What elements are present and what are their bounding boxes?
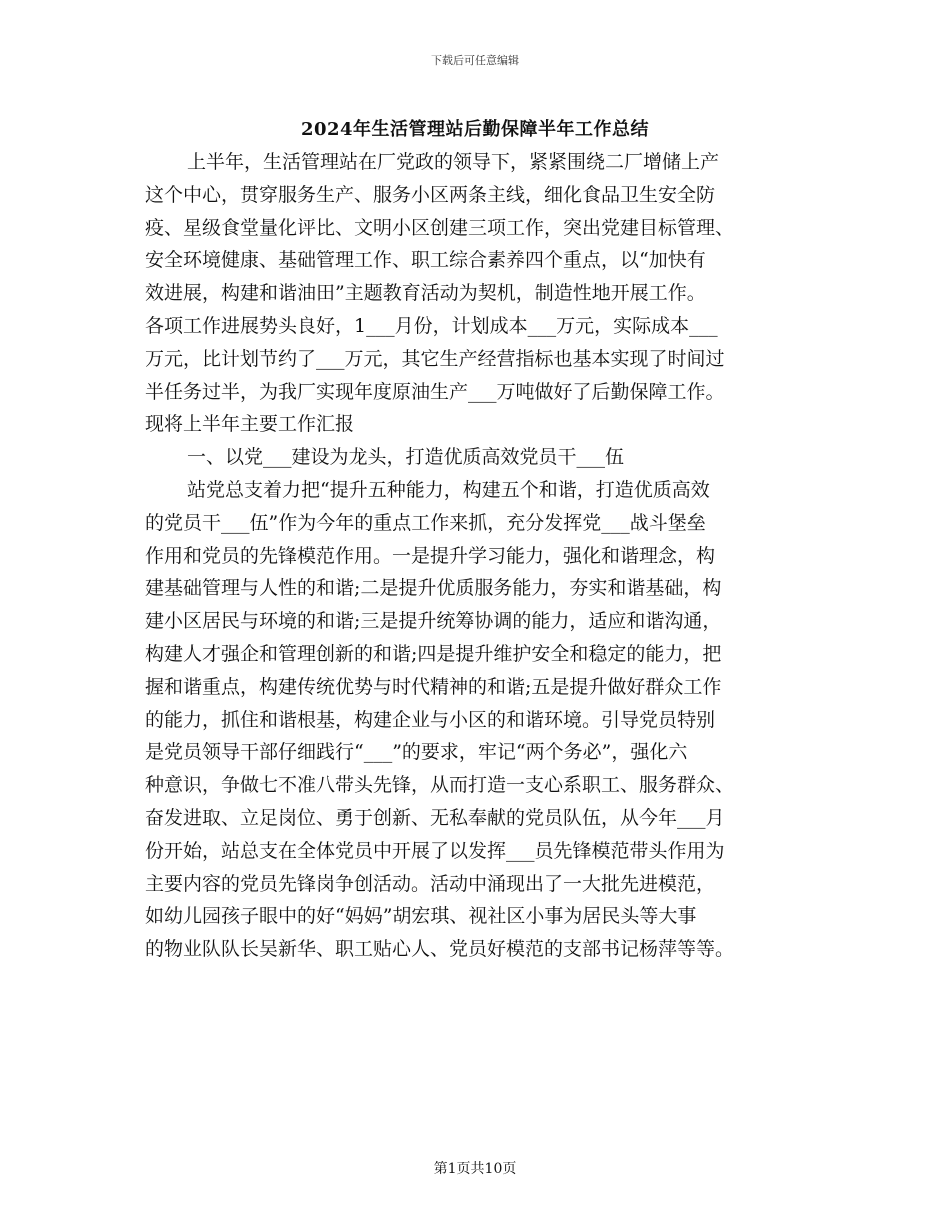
paragraph-line: 站党总支着力把“提升五种能力，构建五个和谐，打造优质高效 <box>187 478 710 501</box>
paragraph-line: 现将上半年主要工作汇报 <box>145 413 355 436</box>
paragraph-line: 如幼儿园孩子眼中的好“妈妈”胡宏琪、视社区小事为居民头等大事 <box>145 905 697 928</box>
paragraph-line: 主要内容的党员先锋岗争创活动。活动中涌现出了一大批先进模范， <box>145 872 716 895</box>
paragraph-line: 万元，比计划节约了___万元，其它生产经营指标也基本实现了时间过 <box>145 347 725 370</box>
paragraph-line: 效进展，构建和谐油田”主题教育活动为契机，制造性地开展工作。 <box>145 282 706 305</box>
page-header-note: 下载后可任意编辑 <box>431 54 519 67</box>
paragraph-line: 种意识，争做七不准八带头先锋，从而打造一支心系职工、服务群众、 <box>145 774 735 797</box>
paragraph-line: 建基础管理与人性的和谐;二是提升优质服务能力，夯实和谐基础，构 <box>145 577 722 600</box>
paragraph-line: 是党员领导干部仔细践行“___”的要求，牢记“两个务必”，强化六 <box>145 741 688 764</box>
paragraph-line: 的党员干___伍”作为今年的重点工作来抓，充分发挥党___战斗堡垒 <box>145 511 706 534</box>
paragraph-line: 构建人才强企和管理创新的和谐;四是提升维护安全和稳定的能力，把 <box>145 642 722 665</box>
paragraph-line: 的物业队队长吴新华、职工贴心人、党员好模范的支部书记杨萍等等。 <box>145 938 735 961</box>
paragraph-line: 疫、星级食堂量化评比、文明小区创建三项工作，突出党建目标管理、 <box>145 216 735 239</box>
document-title: 2024年生活管理站后勤保障半年工作总结 <box>300 119 650 140</box>
paragraph-line: 这个中心，贯穿服务生产、服务小区两条主线，细化食品卫生安全防 <box>145 183 716 206</box>
paragraph-line: 的能力，抓住和谐根基，构建企业与小区的和谐环境。引导党员特别 <box>145 708 716 731</box>
paragraph-line: 份开始，站总支在全体党员中开展了以发挥___员先锋模范带头作用为 <box>145 839 725 862</box>
section-heading: 一、以党___建设为龙头，打造优质高效党员干___伍 <box>187 446 625 469</box>
paragraph-line: 握和谐重点，构建传统优势与时代精神的和谐;五是提升做好群众工作 <box>145 675 722 698</box>
paragraph-line: 安全环境健康、基础管理工作、职工综合素养四个重点，以“加快有 <box>145 249 706 272</box>
paragraph-line: 上半年，生活管理站在厂党政的领导下，紧紧围绕二厂增储上产 <box>187 151 720 173</box>
paragraph-line: 作用和党员的先锋模范作用。一是提升学习能力，强化和谐理念，构 <box>145 544 716 567</box>
paragraph-line: 建小区居民与环境的和谐;三是提升统筹协调的能力，适应和谐沟通， <box>145 610 722 633</box>
page-number: 第1页共10页 <box>433 1161 517 1177</box>
paragraph-line: 奋发进取、立足岗位、勇于创新、无私奉献的党员队伍，从今年___月 <box>145 806 725 829</box>
document-body <box>145 146 805 966</box>
paragraph-line: 各项工作进展势头良好，1___月份，计划成本___万元，实际成本___ <box>145 314 718 337</box>
paragraph-line: 半任务过半，为我厂实现年度原油生产___万吨做好了后勤保障工作。 <box>145 380 725 403</box>
